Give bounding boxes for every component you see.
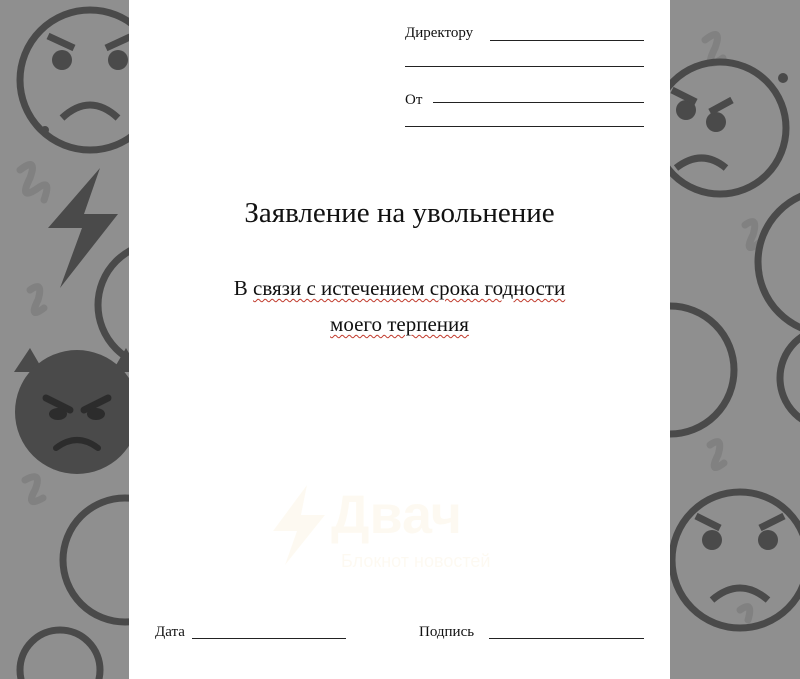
from-name-field-line2[interactable] bbox=[405, 126, 644, 127]
from-label: От bbox=[405, 92, 423, 108]
devil-face-icon bbox=[14, 348, 140, 474]
text-line1: связи с истечением срока годности bbox=[253, 276, 566, 300]
document-title: Заявление на увольнение bbox=[244, 197, 555, 229]
signature-label: Подпись bbox=[419, 624, 475, 640]
document-text-line2 bbox=[129, 311, 670, 337]
signature-field[interactable] bbox=[489, 638, 644, 639]
angry-face-icon bbox=[654, 62, 786, 194]
director-name-field-line2[interactable] bbox=[405, 66, 644, 67]
dvach-watermark bbox=[269, 485, 539, 585]
angry-face-icon bbox=[672, 492, 800, 628]
resignation-letter-page bbox=[129, 0, 670, 679]
director-name-field[interactable] bbox=[490, 40, 644, 41]
date-label: Дата bbox=[155, 624, 185, 640]
lightning-logo-icon bbox=[269, 485, 329, 565]
text-prefix: В bbox=[233, 276, 248, 300]
text-line2: моего терпения bbox=[330, 312, 469, 336]
from-name-field[interactable] bbox=[433, 102, 644, 103]
date-field[interactable] bbox=[192, 638, 346, 639]
watermark-tagline: Блокнот новостей bbox=[341, 551, 491, 571]
document-text-line1 bbox=[129, 275, 670, 301]
watermark-brand: Двач bbox=[331, 485, 462, 545]
director-label: Директору bbox=[405, 25, 474, 41]
